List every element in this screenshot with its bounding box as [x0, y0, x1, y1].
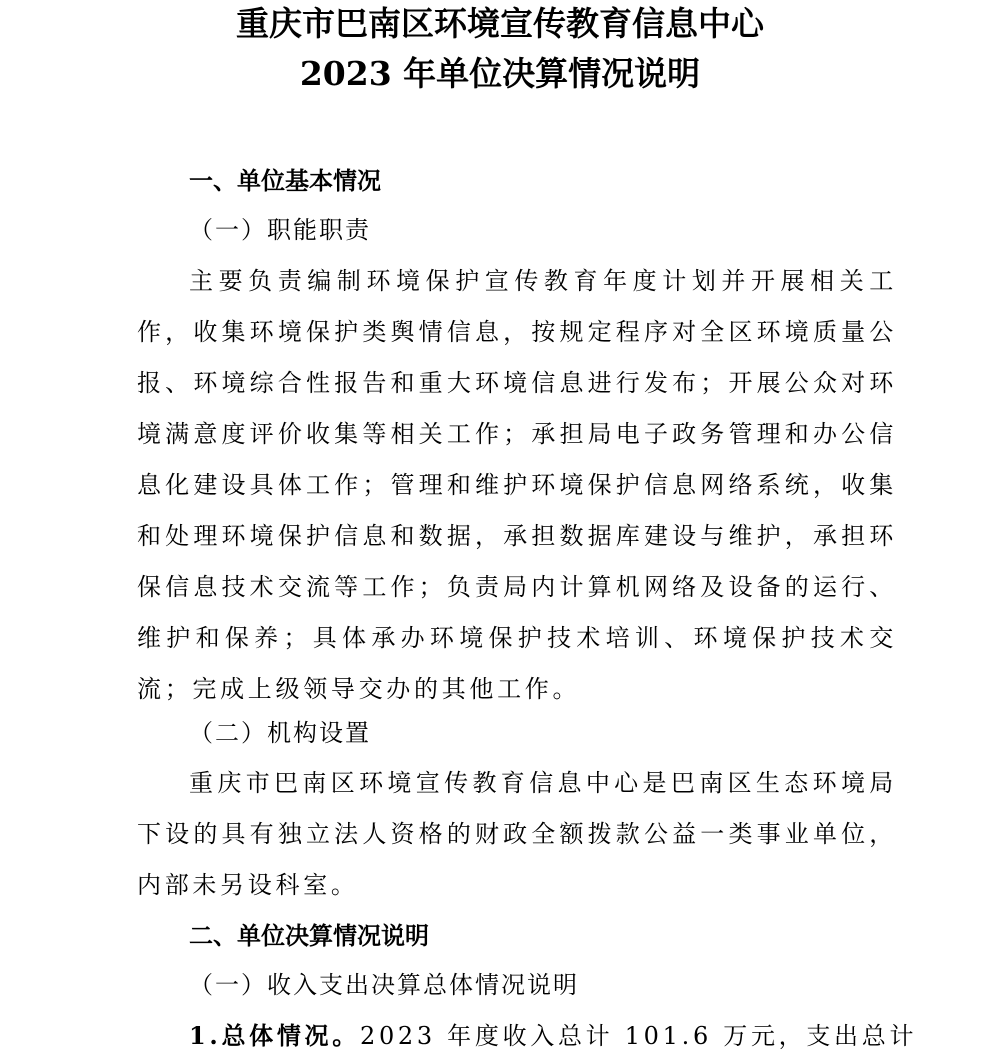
section-1-heading: 一、单位基本情况: [189, 167, 381, 195]
document-title-line-1: 重庆市巴南区环境宣传教育信息中心: [236, 4, 764, 43]
section-1-sub-2-body: 重庆市巴南区环境宣传教育信息中心是巴南区生态环境局下设的具有独立法人资格的财政全额拨款公益一类事业单位，内部未另设科室。: [137, 769, 897, 899]
item-1-label: 1.总体情况。: [189, 1021, 360, 1050]
section-2-item-1: [189, 1019, 917, 1053]
item-1-text: 2023 年度收入总计 101.6 万元，支出总计: [359, 1022, 918, 1050]
section-1-sub-2-heading: （二）机构设置: [189, 719, 371, 747]
section-1-sub-1-heading: （一）职能职责: [189, 216, 371, 244]
document-title-line-2: 2023 年单位决算情况说明: [299, 54, 701, 93]
section-2-heading: 二、单位决算情况说明: [189, 922, 429, 950]
section-2-sub-1-heading: （一）收入支出决算总体情况说明: [189, 971, 579, 999]
section-1-sub-1-body: 主要负责编制环境保护宣传教育年度计划并开展相关工作，收集环境保护类舆情信息，按规定程序对全区环境质量公报、环境综合性报告和重大环境信息进行发布；开展公众对环境满意度评价收集等相关工作；承担局电子政务管理和办公信息化建设具体工作；管理和维护环境保护信息网络系统，收集和处理环境保护信息和数据，承担数据库建设与维护，承担环保信息技术交流等工作；负责局内计算机网络及设备的运行、维护和保养；具体承办环境保护技术培训、环境保护技术交流；完成上级领导交办的其他工作。: [137, 267, 897, 703]
